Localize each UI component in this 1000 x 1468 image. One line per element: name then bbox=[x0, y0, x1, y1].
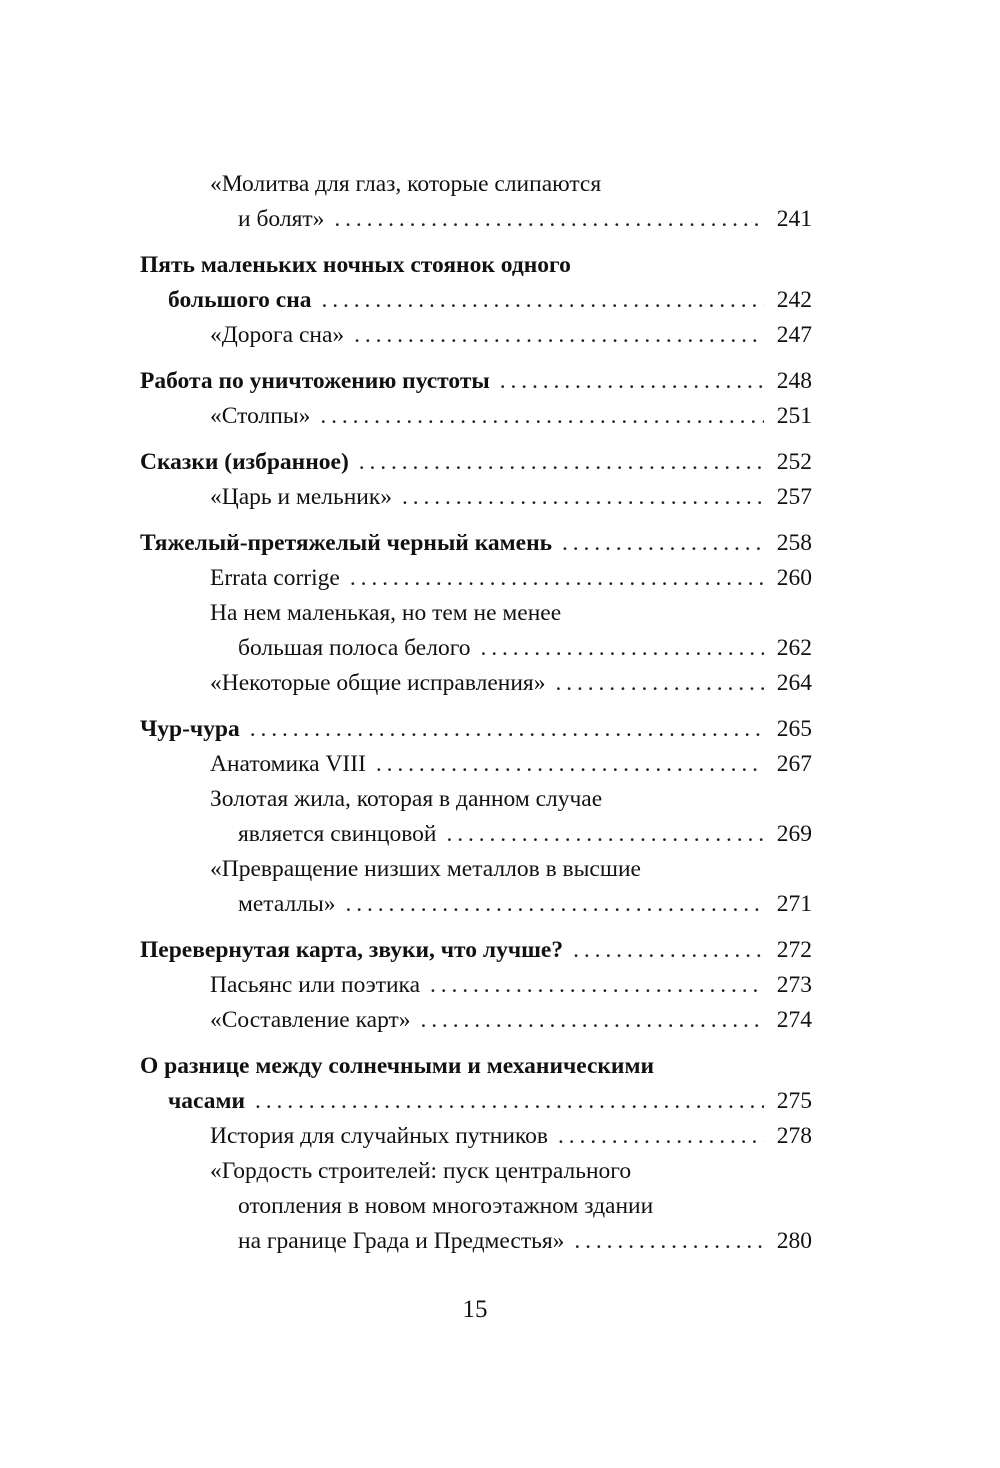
leader-dots bbox=[555, 666, 764, 701]
leader-dots bbox=[481, 631, 764, 666]
leader-dots bbox=[322, 283, 764, 318]
toc-page-number: 273 bbox=[776, 972, 812, 998]
toc-section-heading bbox=[140, 364, 812, 399]
toc-entry-title: большая полоса белого bbox=[238, 635, 471, 661]
toc-page-number: 275 bbox=[776, 1088, 812, 1114]
toc-entry-title: Анатомика VIII bbox=[210, 751, 366, 777]
toc-entry bbox=[140, 596, 812, 631]
toc-entry-title: Золотая жила, которая в данном случае bbox=[210, 786, 603, 812]
toc-page-number: 278 bbox=[776, 1123, 812, 1149]
leader-dots bbox=[402, 480, 764, 515]
toc-page-number: 258 bbox=[776, 530, 812, 556]
toc-section-title: Сказки (избранное) bbox=[140, 449, 349, 475]
toc-page-number: 272 bbox=[776, 937, 812, 963]
toc-section-title: Пять маленьких ночных стоянок одного bbox=[140, 252, 571, 278]
toc-entry bbox=[140, 1224, 812, 1259]
toc-entry bbox=[140, 852, 812, 887]
toc-entry bbox=[140, 399, 812, 434]
leader-dots bbox=[359, 445, 764, 480]
leader-dots bbox=[447, 817, 765, 852]
toc-entry bbox=[140, 167, 812, 202]
toc-page-number: 262 bbox=[776, 635, 812, 661]
toc-entry bbox=[140, 782, 812, 817]
toc-page-number: 280 bbox=[776, 1228, 812, 1254]
toc-page-number: 260 bbox=[776, 565, 812, 591]
toc-section-title: Перевернутая карта, звуки, что лучше? bbox=[140, 937, 564, 963]
toc-entry bbox=[140, 480, 812, 515]
toc-entry bbox=[140, 1119, 812, 1154]
toc-entry-title: Errata corrige bbox=[210, 565, 340, 591]
leader-dots bbox=[320, 399, 764, 434]
toc-page-number: 251 bbox=[776, 403, 812, 429]
toc-page-number: 274 bbox=[776, 1007, 812, 1033]
toc-section-title: Работа по уничтожению пустоты bbox=[140, 368, 490, 394]
leader-dots bbox=[558, 1119, 764, 1154]
page-number: 15 bbox=[462, 1296, 488, 1323]
toc-entry-title: «Столпы» bbox=[210, 403, 311, 429]
toc-entry bbox=[140, 1003, 812, 1038]
toc-section-title: Чур-чура bbox=[140, 716, 240, 742]
toc-page-number: 269 bbox=[776, 821, 812, 847]
toc-entry bbox=[140, 1154, 812, 1189]
toc-entry bbox=[140, 318, 812, 353]
leader-dots bbox=[354, 318, 764, 353]
leader-dots bbox=[346, 887, 765, 922]
toc-section-heading bbox=[140, 1049, 812, 1084]
toc-entry-title: «Некоторые общие исправления» bbox=[210, 670, 546, 696]
toc-section-heading bbox=[140, 526, 812, 561]
toc-section-title: О разнице между солнечными и механическими bbox=[140, 1053, 655, 1079]
toc-entry-title: «Молитва для глаз, которые слипаются bbox=[210, 171, 602, 197]
toc-section-title: большого сна bbox=[168, 287, 312, 313]
toc-page-number: 267 bbox=[776, 751, 812, 777]
leader-dots bbox=[255, 1084, 764, 1119]
toc-entry bbox=[140, 968, 812, 1003]
toc-page-number: 241 bbox=[776, 206, 812, 232]
toc-entry-title: отопления в новом многоэтажном здании bbox=[238, 1193, 654, 1219]
leader-dots bbox=[250, 712, 764, 747]
toc-section-heading bbox=[140, 933, 812, 968]
leader-dots bbox=[376, 747, 764, 782]
toc-entry bbox=[140, 666, 812, 701]
toc-section-heading bbox=[140, 1084, 812, 1119]
toc-page-number: 271 bbox=[776, 891, 812, 917]
toc-section-title: Тяжелый-претяжелый черный камень bbox=[140, 530, 553, 556]
toc-page-number: 248 bbox=[776, 368, 812, 394]
toc-entry-title: «Составление карт» bbox=[210, 1007, 411, 1033]
toc-page-number: 242 bbox=[776, 287, 812, 313]
leader-dots bbox=[430, 968, 764, 1003]
toc-page-number: 247 bbox=[776, 322, 812, 348]
leader-dots bbox=[334, 202, 764, 237]
toc-entry-title: является свинцовой bbox=[238, 821, 437, 847]
toc-entry bbox=[140, 631, 812, 666]
toc-entry bbox=[140, 561, 812, 596]
toc-entry-title: «Царь и мельник» bbox=[210, 484, 393, 510]
leader-dots bbox=[574, 1224, 764, 1259]
toc-section-heading bbox=[140, 445, 812, 480]
toc-page-number: 257 bbox=[776, 484, 812, 510]
leader-dots bbox=[350, 561, 764, 596]
toc-entry bbox=[140, 747, 812, 782]
leader-dots bbox=[500, 364, 764, 399]
toc-entry-title: «Дорога сна» bbox=[210, 322, 345, 348]
toc-page-number: 252 bbox=[776, 449, 812, 475]
toc-entry-title: и болят» bbox=[238, 206, 325, 232]
leader-dots bbox=[573, 933, 764, 968]
toc-entry-title: на границе Града и Предместья» bbox=[238, 1228, 565, 1254]
toc-entry bbox=[140, 887, 812, 922]
toc-entry bbox=[140, 1189, 812, 1224]
toc-entry bbox=[140, 202, 812, 237]
toc-entry-title: Пасьянс или поэтика bbox=[210, 972, 421, 998]
toc-section-title: часами bbox=[168, 1088, 246, 1114]
toc-section-heading bbox=[140, 712, 812, 747]
leader-dots bbox=[421, 1003, 764, 1038]
toc-page-number: 264 bbox=[776, 670, 812, 696]
table-of-contents bbox=[140, 167, 812, 1259]
toc-section-heading bbox=[140, 283, 812, 318]
toc-entry-title: История для случайных путников bbox=[210, 1123, 549, 1149]
toc-entry-title: металлы» bbox=[238, 891, 336, 917]
toc-section-heading bbox=[140, 248, 812, 283]
toc-entry-title: «Гордость строителей: пуск центрального bbox=[210, 1158, 632, 1184]
toc-entry bbox=[140, 817, 812, 852]
leader-dots bbox=[562, 526, 764, 561]
toc-entry-title: «Превращение низших металлов в высшие bbox=[210, 856, 641, 882]
toc-page-number: 265 bbox=[776, 716, 812, 742]
toc-entry-title: На нем маленькая, но тем не менее bbox=[210, 600, 562, 626]
